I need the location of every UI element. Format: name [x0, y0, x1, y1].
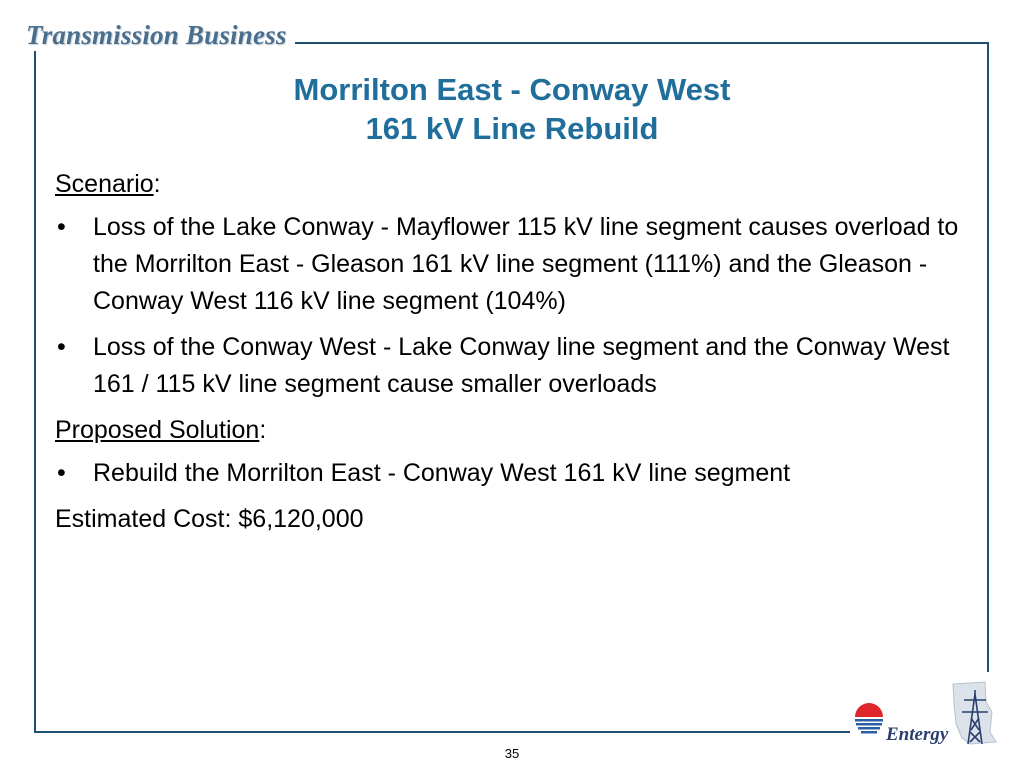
solution-list: [55, 455, 970, 492]
estimated-cost: Estimated Cost: $6,120,000: [55, 505, 364, 533]
sun-icon: [855, 703, 883, 734]
title-line-2: 161 kV Line Rebuild: [365, 111, 659, 146]
bullet-glyph: •: [57, 459, 66, 487]
scenario-list: [55, 209, 970, 403]
scenario-heading: [55, 166, 970, 203]
solution-colon: :: [259, 416, 267, 444]
list-item: [55, 329, 970, 403]
bullet-glyph: •: [57, 213, 66, 241]
logo-text: Entergy: [886, 724, 949, 745]
list-item: [55, 209, 970, 320]
title-line-1: Morrilton East - Conway West: [293, 72, 731, 107]
entergy-logo: [850, 672, 1000, 752]
logo-graphic: [850, 672, 1000, 752]
solution-bullet-1: Rebuild the Morrilton East - Conway West 161 kV line segment: [93, 459, 791, 487]
solution-heading: [55, 412, 970, 449]
slide-title: [0, 70, 1024, 148]
bullet-glyph: •: [57, 333, 66, 361]
solution-label: Proposed Solution: [55, 416, 260, 444]
scenario-label: Scenario: [55, 170, 154, 198]
scenario-bullet-1: Loss of the Lake Conway - Mayflower 115 kV line segment causes overload to the Morrilton East - Gleason 161 kV line segment (111%) and the Gleason - Conway West 116 kV line segment (104%): [93, 213, 959, 315]
page-number: 35: [504, 746, 520, 761]
slide-body: [55, 166, 970, 538]
brand-header: Transmission Business: [18, 20, 295, 51]
scenario-bullet-2: Loss of the Conway West - Lake Conway line segment and the Conway West 161 / 115 kV line segment cause smaller overloads: [93, 333, 950, 398]
list-item: [55, 455, 970, 492]
scenario-colon: :: [153, 170, 161, 198]
